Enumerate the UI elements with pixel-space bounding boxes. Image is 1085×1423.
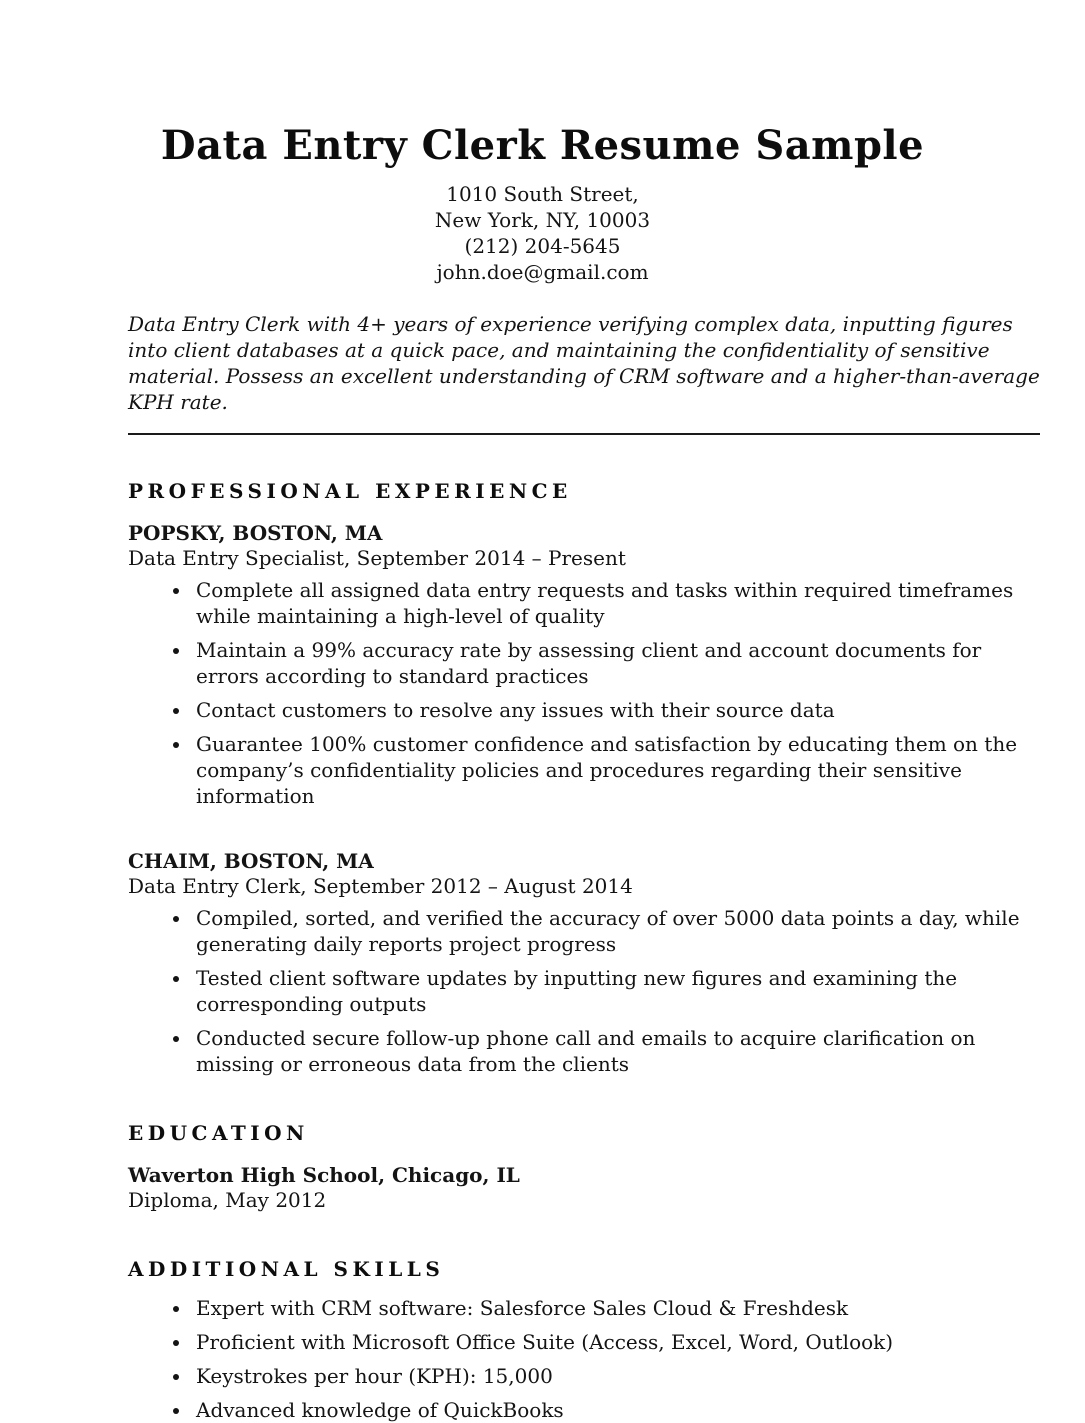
skill-bullet: • Expert with CRM software: Salesforce Sales Cloud & Freshdesk [192,1295,1040,1321]
job-bullet: • Tested client software updates by inputting new figures and examining the corresponding outputs [192,965,1040,1017]
job-bullet: • Guarantee 100% customer confidence and satisfaction by educating them on the company’s confidentiality policies and procedures regarding their sensitive information [192,731,1040,809]
job-entry-chaim [128,849,1040,1077]
section-divider [128,433,1040,435]
job-bullet: • Maintain a 99% accuracy rate by assessing client and account documents for errors according to standard practices [192,637,1040,689]
skill-bullet: • Proficient with Microsoft Office Suite (Access, Excel, Word, Outlook) [192,1329,1040,1355]
job-bullet-list [128,905,1040,1077]
job-bullet: • Complete all assigned data entry requests and tasks within required timeframes while maintaining a high-level of quality [192,577,1040,629]
contact-address-line2: New York, NY, 10003 [434,208,651,232]
job-employer: POPSKY, BOSTON, MA [128,521,383,545]
section-education [128,1121,1040,1213]
job-entry-popsky [128,521,1040,809]
summary-paragraph: Data Entry Clerk with 4+ years of experience verifying complex data, inputting figures into client databases at a quick pace, and maintaining the confidentiality of sensitive material. Possess an excellent understanding of CRM software and a higher-than-average KPH rate. [128,312,1040,414]
skill-bullet: • Advanced knowledge of QuickBooks [192,1397,1040,1423]
job-bullet: • Contact customers to resolve any issues with their source data [192,697,1040,723]
experience-heading: PROFESSIONAL EXPERIENCE [128,479,572,503]
job-role-dates: Data Entry Clerk, September 2012 – August 2014 [128,874,633,898]
contact-address-line1: 1010 South Street, [446,182,639,206]
resume-body [128,311,1040,1423]
job-bullet: • Compiled, sorted, and verified the accuracy of over 5000 data points a day, while generating daily reports project progress [192,905,1040,957]
job-bullet-list [128,577,1040,809]
resume-header [0,122,1085,285]
page-title: Data Entry Clerk Resume Sample [160,122,925,169]
education-school: Waverton High School, Chicago, IL [128,1163,520,1187]
contact-email: john.doe@gmail.com [436,260,649,284]
contact-block [0,181,1085,285]
contact-phone: (212) 204-5645 [464,234,621,258]
job-role-dates: Data Entry Specialist, September 2014 – Present [128,546,626,570]
section-additional-skills [128,1257,1040,1423]
education-detail: Diploma, May 2012 [128,1188,327,1212]
job-bullet: • Conducted secure follow-up phone call and emails to acquire clarification on missing or erroneous data from the clients [192,1025,1040,1077]
job-employer: CHAIM, BOSTON, MA [128,849,374,873]
skill-bullet: • Keystrokes per hour (KPH): 15,000 [192,1363,1040,1389]
section-professional-experience [128,479,1040,1077]
skills-heading: ADDITIONAL SKILLS [128,1257,445,1281]
education-heading: EDUCATION [128,1121,309,1145]
